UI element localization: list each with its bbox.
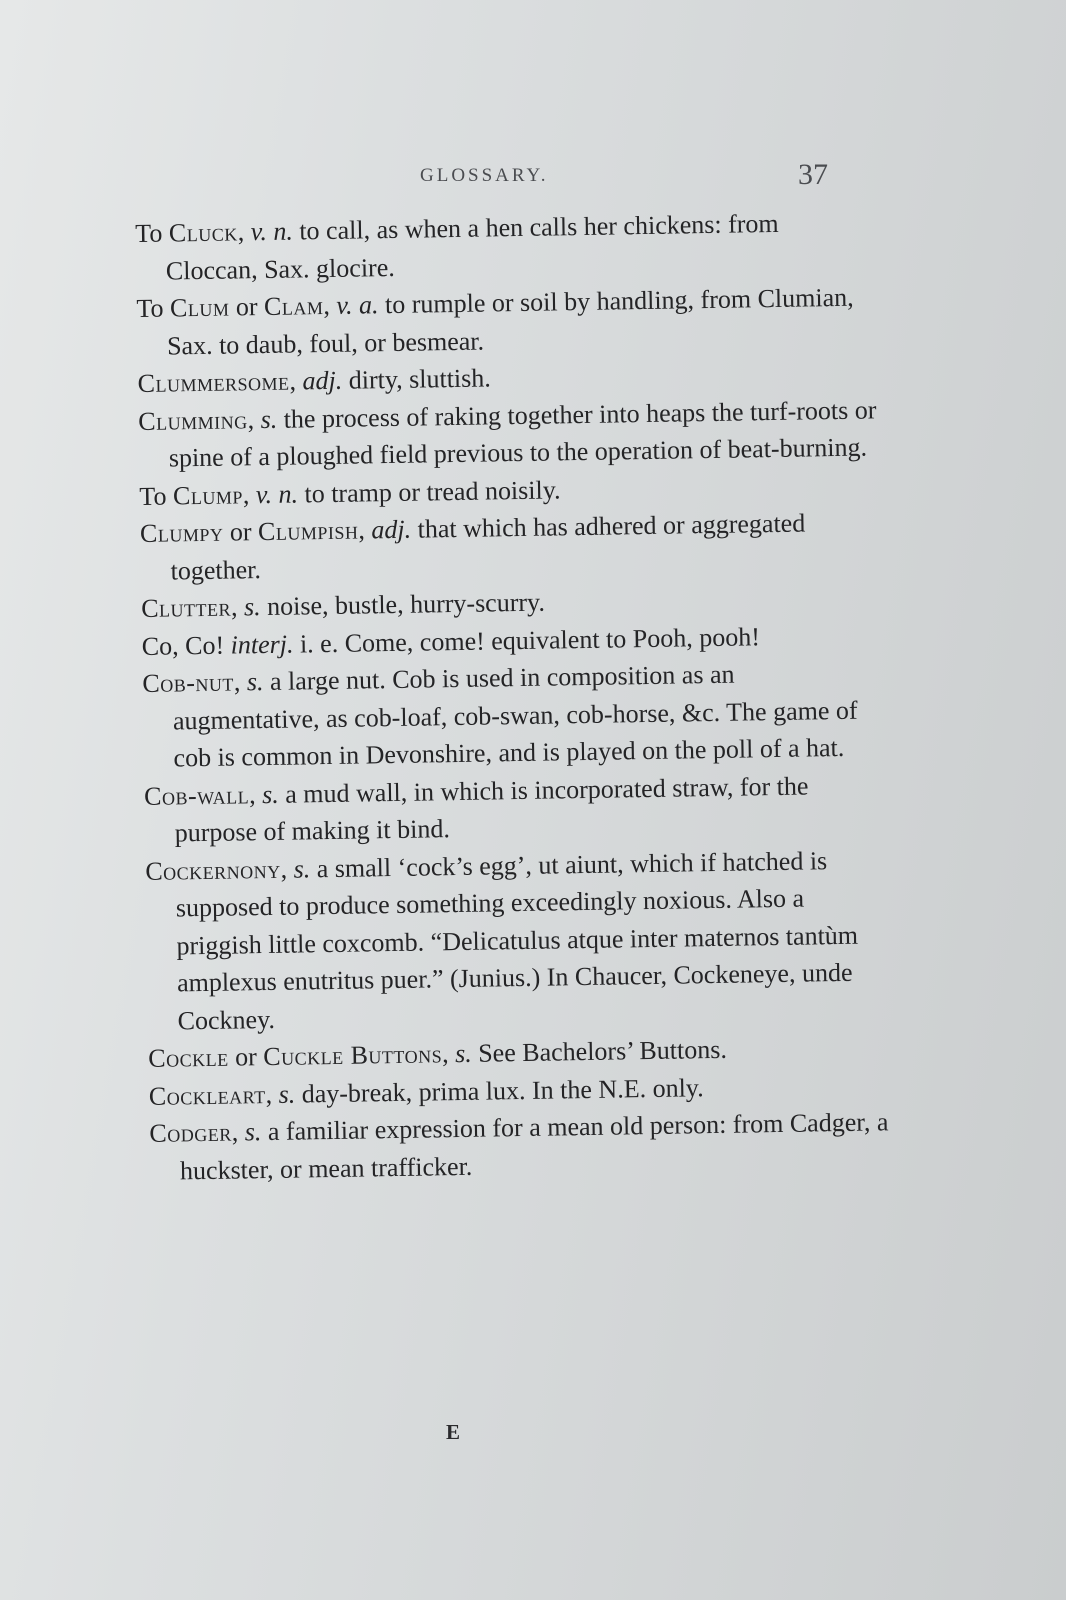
entry-definition: day-break, prima lux. In the N.E. only. — [294, 1072, 704, 1109]
glossary-entry: Cockleart, s. day-break, prima lux. In the N.E. only. — [148, 1072, 704, 1111]
part-of-speech: interj. — [230, 629, 294, 660]
entry-headword-alt: Clumpish — [257, 515, 359, 547]
glossary-entry: Codger, s. a familiar expression for a mean old person: from Cadger, a huckster, or mean trafficker. — [149, 1107, 889, 1185]
entry-headword-alt: Cuckle Buttons — [263, 1039, 443, 1072]
part-of-speech: s. — [261, 779, 279, 809]
part-of-speech: s. — [293, 853, 311, 884]
entry-headword: Cockle — [148, 1042, 229, 1073]
entry-connector: or — [229, 291, 265, 322]
part-of-speech: s. — [246, 667, 264, 697]
part-of-speech: s. — [244, 1117, 262, 1147]
entry-headword: Clummersome — [137, 366, 290, 398]
glossary-entry: Cob-wall, s. a mud wall, in which is incorporated straw, for the purpose of making it bind. — [143, 770, 809, 848]
part-of-speech: v. n. — [250, 216, 294, 247]
running-header: GLOSSARY. — [420, 165, 549, 186]
entry-headword: Codger — [149, 1117, 232, 1148]
entry-definition: i. e. Come, come! equivalent to Pooh, pooh! — [293, 621, 761, 659]
glossary-entry: To Cluck, v. n. to call, as when a hen calls her chickens: from Cloccan, Sax. glocire. — [135, 208, 779, 286]
entry-headword: Clump — [172, 479, 244, 510]
glossary-entry: To Clump, v. n. to tramp or tread noisily. — [139, 474, 561, 511]
entry-headword: Clutter — [140, 592, 232, 623]
entry-prefix: To — [135, 218, 170, 248]
entry-headword: Cob-nut — [142, 667, 235, 698]
entry-definition: to tramp or tread noisily. — [297, 474, 561, 508]
glossary-entries — [135, 203, 890, 1190]
glossary-entry: Cockle or Cuckle Buttons, s. See Bachelors’ Buttons. — [148, 1034, 728, 1073]
entry-definition: a large nut. Cob is used in composition as an augmentative, as cob-loaf, cob-swan, cob-horse, &c. The game of cob is common in Devonshire, and is played on the poll of a hat. — [172, 659, 858, 773]
entry-headword: Cob-wall — [143, 779, 250, 811]
entry-headword-alt: Clam — [263, 291, 324, 321]
entry-definition: to rumple or soil by handling, from Clumian, Sax. to daub, foul, or besmear. — [166, 282, 854, 361]
entry-headword: Clumming — [138, 404, 248, 436]
part-of-speech: s. — [260, 404, 278, 434]
part-of-speech: s. — [243, 592, 261, 622]
page-number: 37 — [798, 158, 828, 191]
entry-headword: Clumpy — [139, 517, 224, 548]
signature-mark: E — [446, 1420, 461, 1444]
part-of-speech: v. n. — [255, 478, 299, 509]
entry-prefix: To — [139, 480, 174, 511]
part-of-speech: s. — [454, 1038, 472, 1069]
entry-headword: Cockleart — [148, 1079, 266, 1111]
entry-headword: Co, Co! — [141, 630, 225, 661]
entry-definition: to call, as when a hen calls her chickens: from Cloccan, Sax. glocire. — [165, 208, 779, 286]
entry-connector: or — [223, 517, 259, 547]
glossary-entry: Clutter, s. noise, bustle, hurry-scurry. — [140, 587, 546, 623]
glossary-entry: To Clum or Clam, v. a. to rumple or soil by handling, from Clumian, Sax. to daub, foul, or besmear. — [136, 282, 854, 361]
entry-headword: Cockernony — [145, 854, 281, 886]
glossary-entry: Cob-nut, s. a large nut. Cob is used in composition as an augmentative, as cob-loaf, cob-swan, cob-horse, &c. The game of cob is common in Devonshire, and is played on the poll of a hat. — [142, 659, 858, 773]
entry-definition: a mud wall, in which is incorporated straw, for the purpose of making it bind. — [174, 770, 809, 848]
part-of-speech: adj. — [371, 514, 412, 545]
entry-definition: dirty, sluttish. — [341, 363, 491, 395]
entry-connector: or — [228, 1042, 264, 1072]
part-of-speech: adj. — [302, 365, 343, 396]
entry-definition: a small ‘cock’s egg’, ut aiunt, which if hatched is supposed to produce something exceedingly noxious. Also a priggish little coxcomb. “Delicatulus atque inter maternos tantùm amplexus enutritus puer.” (Junius.) In Chaucer, Cockeneye, unde Cockney. — [175, 845, 859, 1035]
glossary-entry: Cockernony, s. a small ‘cock’s egg’, ut aiunt, which if hatched is supposed to produce something exceedingly noxious. Also a priggish little coxcomb. “Delicatulus atque inter maternos tantùm amplexus enutritus puer.” (Junius.) In Chaucer, Cockeneye, unde Cockney. — [145, 845, 859, 1035]
entry-definition: the process of raking together into heaps the turf-roots or spine of a ploughed field previous to the operation of beat-burning. — [168, 394, 877, 473]
entry-definition: See Bachelors’ Buttons. — [471, 1034, 728, 1068]
entry-headword: Cluck — [168, 217, 238, 248]
glossary-entry: Clumming, s. the process of raking together into heaps the turf-roots or spine of a ploughed field previous to the operation of beat-burning. — [138, 394, 877, 473]
part-of-speech: s. — [278, 1079, 296, 1109]
glossary-entry: Clumpy or Clumpish, adj. that which has adhered or aggregated together. — [139, 508, 806, 585]
part-of-speech: v. a. — [336, 290, 379, 320]
entry-definition: noise, bustle, hurry-scurry. — [260, 587, 546, 622]
entry-definition: a familiar expression for a mean old person: from Cadger, a huckster, or mean trafficker. — [179, 1107, 889, 1185]
glossary-entry: Clummersome, adj. dirty, sluttish. — [137, 363, 491, 398]
entry-headword: Clum — [169, 292, 230, 323]
entry-definition: that which has adhered or aggregated together. — [170, 508, 806, 585]
entry-prefix: To — [136, 293, 171, 323]
